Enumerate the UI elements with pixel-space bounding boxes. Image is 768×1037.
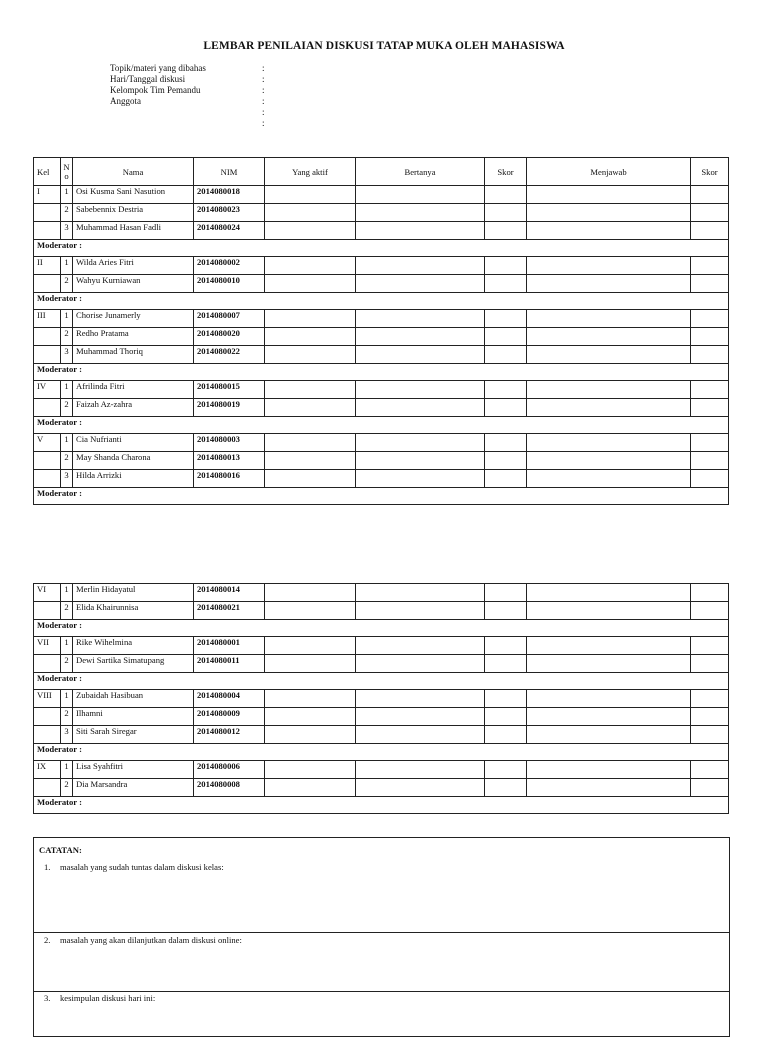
aktif-cell [265,399,356,417]
nim-cell: 2014080011 [194,655,265,673]
table-body-2 [34,584,729,814]
col-header-no [61,158,73,186]
nim-cell: 2014080015 [194,381,265,399]
kel-cell: VI [34,584,61,602]
no-cell: 2 [61,602,73,620]
kel-cell [34,655,61,673]
menjawab-cell [527,690,691,708]
table-row [34,584,729,602]
kel-cell [34,708,61,726]
skor-cell [691,779,729,797]
no-cell: 1 [61,690,73,708]
aktif-cell [265,381,356,399]
menjawab-cell [527,310,691,328]
kel-cell [34,452,61,470]
notes-item-1 [44,862,224,872]
notes-item-text: kesimpulan diskusi hari ini: [60,993,156,1003]
kel-cell [34,275,61,293]
table-body-1 [34,186,729,505]
kel-cell: II [34,257,61,275]
menjawab-cell [527,399,691,417]
aktif-cell [265,328,356,346]
col-header-no-top: N [63,161,70,172]
document-title: LEMBAR PENILAIAN DISKUSI TATAP MUKA OLEH MAHASISWA [203,40,565,52]
moderator-row [34,744,729,761]
bertanya-cell [356,708,485,726]
moderator-label: Moderator : [34,620,729,637]
bertanya-cell [356,186,485,204]
skor-cell [691,602,729,620]
nim-cell: 2014080003 [194,434,265,452]
moderator-label: Moderator : [34,797,729,814]
nama-cell: Redho Pratama [73,328,194,346]
nim-cell: 2014080009 [194,708,265,726]
kel-cell [34,779,61,797]
nim-cell: 2014080004 [194,690,265,708]
info-block [110,63,272,129]
notes-item-2 [44,935,242,945]
menjawab-cell [527,602,691,620]
bertanya-cell [356,328,485,346]
skor-cell [485,204,527,222]
no-cell: 2 [61,399,73,417]
no-cell: 1 [61,761,73,779]
table-row [34,708,729,726]
kel-cell [34,399,61,417]
table-header-row [34,158,729,186]
nama-cell: Sabebennix Destria [73,204,194,222]
aktif-cell [265,584,356,602]
info-row-tanggal [110,74,272,85]
col-header-bertanya: Bertanya [356,158,485,186]
aktif-cell [265,637,356,655]
aktif-cell [265,761,356,779]
no-cell: 2 [61,779,73,797]
table-row [34,222,729,240]
skor-cell [485,328,527,346]
table-row [34,399,729,417]
info-label: Hari/Tanggal diskusi [110,74,186,84]
notes-heading: CATATAN: [39,845,82,855]
nama-cell: Rike Wihelmina [73,637,194,655]
skor-cell [485,275,527,293]
skor-cell [691,726,729,744]
bertanya-cell [356,726,485,744]
nama-cell: Muhammad Hasan Fadli [73,222,194,240]
skor-cell [691,257,729,275]
skor-cell [485,399,527,417]
nama-cell: Wilda Aries Fitri [73,257,194,275]
aktif-cell [265,452,356,470]
bertanya-cell [356,690,485,708]
nim-cell: 2014080020 [194,328,265,346]
table-row [34,726,729,744]
moderator-row [34,240,729,257]
bertanya-cell [356,257,485,275]
no-cell: 1 [61,434,73,452]
kel-cell [34,602,61,620]
aktif-cell [265,434,356,452]
table-row [34,275,729,293]
table-row [34,186,729,204]
menjawab-cell [527,346,691,364]
skor-cell [691,381,729,399]
table-row [34,637,729,655]
info-label: Anggota [110,96,141,106]
notes-item-number: 3. [44,993,51,1003]
nama-cell: Hilda Arrizki [73,470,194,488]
skor-cell [691,690,729,708]
skor-cell [485,637,527,655]
bertanya-cell [356,204,485,222]
table-row [34,452,729,470]
skor-cell [691,655,729,673]
skor-cell [691,584,729,602]
aktif-cell [265,310,356,328]
notes-box [33,837,730,1037]
nim-cell: 2014080021 [194,602,265,620]
moderator-row [34,417,729,434]
nama-cell: Ilhamni [73,708,194,726]
table-row [34,655,729,673]
nama-cell: Lisa Syahfitri [73,761,194,779]
table-row [34,602,729,620]
nim-cell: 2014080022 [194,346,265,364]
menjawab-cell [527,257,691,275]
nama-cell: Cia Nufrianti [73,434,194,452]
menjawab-cell [527,275,691,293]
no-cell: 2 [61,452,73,470]
col-header-menjawab: Menjawab [527,158,691,186]
kel-cell: I [34,186,61,204]
nama-cell: Chorise Junamerly [73,310,194,328]
bertanya-cell [356,381,485,399]
skor-cell [691,328,729,346]
kel-cell: IV [34,381,61,399]
skor-cell [691,434,729,452]
aktif-cell [265,275,356,293]
nim-cell: 2014080023 [194,204,265,222]
nama-cell: May Shanda Charona [73,452,194,470]
info-row-topik [110,63,272,74]
aktif-cell [265,204,356,222]
moderator-label: Moderator : [34,240,729,257]
nama-cell: Dewi Sartika Simatupang [73,655,194,673]
notes-item-number: 1. [44,862,51,872]
moderator-row [34,673,729,690]
kel-cell [34,204,61,222]
nim-cell: 2014080014 [194,584,265,602]
menjawab-cell [527,434,691,452]
nim-cell: 2014080007 [194,310,265,328]
aktif-cell [265,779,356,797]
col-header-skor-2: Skor [691,158,729,186]
kel-cell: III [34,310,61,328]
bertanya-cell [356,310,485,328]
nama-cell: Afrilinda Fitri [73,381,194,399]
kel-cell: VII [34,637,61,655]
info-label: Kelompok Tim Pemandu [110,85,201,95]
moderator-row [34,620,729,637]
kel-cell [34,328,61,346]
nama-cell: Dia Marsandra [73,779,194,797]
menjawab-cell [527,761,691,779]
kel-cell [34,346,61,364]
col-header-kel: Kel [34,158,61,186]
bertanya-cell [356,584,485,602]
col-header-nama: Nama [73,158,194,186]
skor-cell [691,761,729,779]
menjawab-cell [527,222,691,240]
skor-cell [691,204,729,222]
no-cell: 1 [61,637,73,655]
skor-cell [485,186,527,204]
bertanya-cell [356,779,485,797]
nim-cell: 2014080008 [194,779,265,797]
nama-cell: Merlin Hidayatul [73,584,194,602]
skor-cell [691,346,729,364]
kel-cell: IX [34,761,61,779]
no-cell: 2 [61,204,73,222]
notes-item-text: masalah yang akan dilanjutkan dalam diskusi online: [60,935,242,945]
bertanya-cell [356,434,485,452]
aktif-cell [265,726,356,744]
menjawab-cell [527,708,691,726]
skor-cell [485,452,527,470]
no-cell: 3 [61,222,73,240]
menjawab-cell [527,637,691,655]
bertanya-cell [356,637,485,655]
notes-divider [34,991,729,992]
no-cell: 1 [61,186,73,204]
info-colon: : [262,96,265,106]
table-row [34,310,729,328]
no-cell: 2 [61,708,73,726]
no-cell: 2 [61,655,73,673]
nim-cell: 2014080012 [194,726,265,744]
skor-cell [485,257,527,275]
moderator-label: Moderator : [34,744,729,761]
notes-item-number: 2. [44,935,51,945]
nim-cell: 2014080013 [194,452,265,470]
bertanya-cell [356,452,485,470]
table-row [34,328,729,346]
no-cell: 3 [61,726,73,744]
menjawab-cell [527,452,691,470]
nim-cell: 2014080002 [194,257,265,275]
table-row [34,761,729,779]
skor-cell [485,602,527,620]
nim-cell: 2014080019 [194,399,265,417]
skor-cell [691,637,729,655]
no-cell: 1 [61,381,73,399]
aktif-cell [265,690,356,708]
info-label: Topik/materi yang dibahas [110,63,206,73]
skor-cell [691,186,729,204]
menjawab-cell [527,381,691,399]
nama-cell: Zubaidah Hasibuan [73,690,194,708]
info-row-blank [110,107,272,118]
bertanya-cell [356,222,485,240]
skor-cell [485,690,527,708]
menjawab-cell [527,726,691,744]
moderator-label: Moderator : [34,488,729,505]
table-row [34,690,729,708]
moderator-label: Moderator : [34,417,729,434]
kel-cell: V [34,434,61,452]
nim-cell: 2014080010 [194,275,265,293]
menjawab-cell [527,470,691,488]
nama-cell: Muhammad Thoriq [73,346,194,364]
nama-cell: Siti Sarah Siregar [73,726,194,744]
no-cell: 3 [61,346,73,364]
table-row [34,346,729,364]
bertanya-cell [356,470,485,488]
bertanya-cell [356,346,485,364]
bertanya-cell [356,275,485,293]
skor-cell [691,310,729,328]
skor-cell [485,761,527,779]
info-row-blank [110,118,272,129]
moderator-label: Moderator : [34,293,729,310]
notes-item-3 [44,993,155,1003]
bertanya-cell [356,399,485,417]
bertanya-cell [356,602,485,620]
assessment-table-1 [33,157,729,505]
info-row-anggota [110,96,272,107]
skor-cell [691,222,729,240]
aktif-cell [265,346,356,364]
skor-cell [485,779,527,797]
nama-cell: Elida Khairunnisa [73,602,194,620]
col-header-aktif: Yang aktif [265,158,356,186]
kel-cell [34,470,61,488]
skor-cell [485,470,527,488]
skor-cell [485,584,527,602]
col-header-nim: NIM [194,158,265,186]
moderator-row [34,488,729,505]
aktif-cell [265,602,356,620]
skor-cell [485,346,527,364]
table-row [34,381,729,399]
nama-cell: Wahyu Kurniawan [73,275,194,293]
moderator-label: Moderator : [34,364,729,381]
nim-cell: 2014080016 [194,470,265,488]
notes-item-text: masalah yang sudah tuntas dalam diskusi kelas: [60,862,224,872]
col-header-no-bottom: o [64,170,69,181]
nama-cell: Osi Kusma Sani Nasution [73,186,194,204]
table-row [34,204,729,222]
bertanya-cell [356,761,485,779]
info-label [110,118,262,129]
table-row [34,779,729,797]
skor-cell [485,434,527,452]
skor-cell [691,470,729,488]
aktif-cell [265,186,356,204]
moderator-label: Moderator : [34,673,729,690]
menjawab-cell [527,204,691,222]
bertanya-cell [356,655,485,673]
menjawab-cell [527,655,691,673]
table-row [34,434,729,452]
no-cell: 1 [61,584,73,602]
col-header-skor-1: Skor [485,158,527,186]
no-cell: 1 [61,257,73,275]
menjawab-cell [527,779,691,797]
kel-cell [34,222,61,240]
info-colon: : [262,107,265,117]
info-label [110,107,262,118]
no-cell: 2 [61,328,73,346]
no-cell: 3 [61,470,73,488]
assessment-table-2 [33,583,729,814]
moderator-row [34,797,729,814]
aktif-cell [265,655,356,673]
nama-cell: Faizah Az-zahra [73,399,194,417]
table-row [34,470,729,488]
moderator-row [34,293,729,310]
skor-cell [691,399,729,417]
aktif-cell [265,470,356,488]
info-colon: : [262,74,265,84]
notes-divider [34,932,729,933]
menjawab-cell [527,328,691,346]
info-colon: : [262,85,265,95]
nim-cell: 2014080006 [194,761,265,779]
moderator-row [34,364,729,381]
kel-cell [34,726,61,744]
menjawab-cell [527,186,691,204]
nim-cell: 2014080001 [194,637,265,655]
nim-cell: 2014080018 [194,186,265,204]
nim-cell: 2014080024 [194,222,265,240]
skor-cell [691,452,729,470]
skor-cell [485,310,527,328]
kel-cell: VIII [34,690,61,708]
info-row-kelompok [110,85,272,96]
aktif-cell [265,708,356,726]
skor-cell [485,726,527,744]
info-colon: : [262,118,265,128]
skor-cell [485,655,527,673]
skor-cell [691,708,729,726]
no-cell: 1 [61,310,73,328]
aktif-cell [265,257,356,275]
skor-cell [485,708,527,726]
aktif-cell [265,222,356,240]
table-row [34,257,729,275]
skor-cell [485,222,527,240]
info-colon: : [262,63,265,73]
no-cell: 2 [61,275,73,293]
skor-cell [691,275,729,293]
menjawab-cell [527,584,691,602]
skor-cell [485,381,527,399]
